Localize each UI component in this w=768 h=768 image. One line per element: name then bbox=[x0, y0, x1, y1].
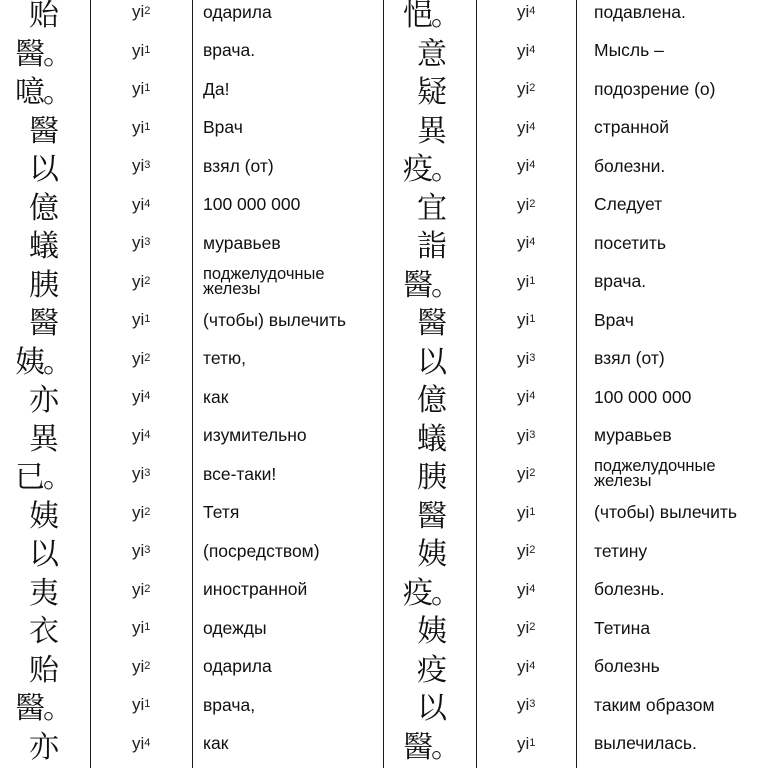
hanzi-character: 姨 bbox=[29, 498, 57, 534]
table-row bbox=[0, 263, 768, 302]
translation: Да! bbox=[203, 78, 230, 99]
tone-number: 1 bbox=[529, 313, 536, 326]
pinyin bbox=[517, 109, 572, 148]
tone-number: 4 bbox=[529, 659, 536, 672]
pinyin bbox=[517, 224, 572, 263]
hanzi-character: 醫。 bbox=[15, 691, 71, 727]
pinyin-syllable: yi bbox=[517, 79, 530, 99]
pinyin-syllable: yi bbox=[517, 156, 530, 176]
hanzi-character: 以 bbox=[417, 344, 445, 380]
translation: посетить bbox=[594, 232, 667, 253]
pinyin bbox=[517, 455, 572, 494]
pinyin-syllable: yi bbox=[132, 695, 145, 715]
pinyin-syllable: yi bbox=[517, 502, 530, 522]
hanzi-character: 疑 bbox=[417, 75, 445, 111]
pinyin-syllable: yi bbox=[517, 579, 530, 599]
translation: взял (от) bbox=[203, 155, 274, 176]
translation: болезни. bbox=[594, 155, 666, 176]
hanzi-character: 胰 bbox=[417, 460, 445, 496]
translation: подозрение (о) bbox=[594, 78, 716, 99]
hanzi-character: 醫 bbox=[417, 306, 445, 342]
tone-number: 4 bbox=[529, 390, 536, 403]
translation: врача, bbox=[203, 694, 256, 715]
hanzi-character: 蟻 bbox=[417, 421, 445, 457]
hanzi-character: 醫 bbox=[29, 306, 57, 342]
tone-number: 1 bbox=[144, 43, 151, 56]
pinyin-syllable: yi bbox=[132, 40, 145, 60]
tone-number: 4 bbox=[144, 736, 151, 749]
translation: изумительно bbox=[203, 425, 307, 446]
pinyin-syllable: yi bbox=[132, 387, 145, 407]
pinyin-syllable: yi bbox=[517, 464, 530, 484]
hanzi-character: 夷 bbox=[29, 575, 57, 611]
tone-number: 4 bbox=[144, 197, 151, 210]
tone-number: 3 bbox=[529, 351, 536, 364]
table-row bbox=[0, 0, 768, 32]
hanzi-character: 醫。 bbox=[403, 729, 459, 765]
pinyin-syllable: yi bbox=[517, 40, 530, 60]
pinyin-syllable: yi bbox=[132, 117, 145, 137]
pinyin-syllable: yi bbox=[517, 733, 530, 753]
translation: болезнь. bbox=[594, 579, 665, 600]
hanzi-character: 疫 bbox=[417, 652, 445, 688]
tone-number: 4 bbox=[529, 159, 536, 172]
hanzi-character: 詣 bbox=[417, 229, 445, 265]
translation: как bbox=[203, 386, 229, 407]
pinyin-syllable: yi bbox=[132, 733, 145, 753]
pinyin-syllable: yi bbox=[132, 271, 145, 291]
hanzi-character: 亦 bbox=[29, 729, 57, 765]
hanzi-character: 胰 bbox=[29, 267, 57, 303]
translation: взял (от) bbox=[594, 348, 665, 369]
hanzi-character: 贻 bbox=[29, 0, 57, 34]
tone-number: 2 bbox=[144, 274, 151, 287]
translation: одежды bbox=[203, 617, 267, 638]
pinyin-syllable: yi bbox=[132, 194, 145, 214]
pinyin-syllable: yi bbox=[517, 541, 530, 561]
tone-number: 2 bbox=[144, 582, 151, 595]
pinyin bbox=[517, 70, 572, 109]
table-row bbox=[0, 147, 768, 186]
pinyin-syllable: yi bbox=[517, 387, 530, 407]
translation: тетю, bbox=[203, 348, 246, 369]
table-row bbox=[0, 725, 768, 764]
translation: все-таки! bbox=[203, 463, 277, 484]
hanzi-character: 已。 bbox=[15, 460, 71, 496]
hanzi-character: 亦 bbox=[29, 383, 57, 419]
tone-number: 1 bbox=[529, 736, 536, 749]
hanzi-character: 意 bbox=[417, 36, 445, 72]
translation: вылечилась. bbox=[594, 733, 697, 754]
pinyin-syllable: yi bbox=[132, 618, 145, 638]
translation: странной bbox=[594, 117, 670, 138]
translation: таким образом bbox=[594, 694, 715, 715]
tone-number: 3 bbox=[529, 698, 536, 711]
table-row bbox=[0, 686, 768, 725]
translation: болезнь bbox=[594, 656, 660, 677]
tone-number: 2 bbox=[144, 5, 151, 18]
table-row bbox=[0, 301, 768, 340]
pinyin-syllable: yi bbox=[517, 117, 530, 137]
pinyin-syllable: yi bbox=[132, 348, 145, 368]
tone-number: 3 bbox=[529, 428, 536, 441]
pinyin-syllable: yi bbox=[132, 310, 145, 330]
hanzi-character: 以 bbox=[417, 691, 445, 727]
table-row bbox=[0, 340, 768, 379]
table-row bbox=[0, 378, 768, 417]
translation: иностранной bbox=[203, 579, 308, 600]
hanzi-character: 醫。 bbox=[403, 267, 459, 303]
pinyin-syllable: yi bbox=[517, 425, 530, 445]
hanzi-character: 贻 bbox=[29, 652, 57, 688]
tone-number: 2 bbox=[529, 544, 536, 557]
translation: муравьев bbox=[594, 425, 672, 446]
hanzi-character: 悒。 bbox=[403, 0, 459, 34]
pinyin bbox=[517, 648, 572, 687]
table-row bbox=[0, 417, 768, 456]
pinyin bbox=[517, 725, 572, 764]
hanzi-character: 姨。 bbox=[15, 344, 71, 380]
translation: 100 000 000 bbox=[594, 386, 692, 407]
pinyin-syllable: yi bbox=[132, 541, 145, 561]
translation: Тетина bbox=[594, 617, 651, 638]
tone-number: 2 bbox=[144, 659, 151, 672]
pinyin bbox=[517, 571, 572, 610]
hanzi-character: 以 bbox=[29, 537, 57, 573]
translation: (чтобы) вылечить bbox=[594, 502, 738, 523]
translation: муравьев bbox=[203, 232, 281, 253]
tone-number: 1 bbox=[144, 82, 151, 95]
tone-number: 2 bbox=[529, 197, 536, 210]
tone-number: 2 bbox=[144, 351, 151, 364]
pinyin-syllable: yi bbox=[132, 2, 145, 22]
tone-number: 2 bbox=[529, 621, 536, 634]
tone-number: 2 bbox=[529, 467, 536, 480]
pinyin-syllable: yi bbox=[132, 79, 145, 99]
pinyin-syllable: yi bbox=[517, 348, 530, 368]
pinyin bbox=[517, 686, 572, 725]
pinyin bbox=[517, 417, 572, 456]
pinyin-syllable: yi bbox=[132, 502, 145, 522]
translation: подавлена. bbox=[594, 1, 686, 22]
hanzi-character: 疫。 bbox=[403, 152, 459, 188]
tone-number: 1 bbox=[144, 120, 151, 133]
translation: как bbox=[203, 733, 229, 754]
hanzi-character: 衣 bbox=[29, 614, 57, 650]
tone-number: 3 bbox=[144, 467, 151, 480]
hanzi-character: 異 bbox=[417, 113, 445, 149]
pinyin bbox=[517, 378, 572, 417]
pinyin-syllable: yi bbox=[517, 2, 530, 22]
pinyin bbox=[517, 32, 572, 71]
translation: 100 000 000 bbox=[203, 194, 301, 215]
pinyin bbox=[517, 532, 572, 571]
table-row bbox=[0, 494, 768, 533]
table-row bbox=[0, 224, 768, 263]
tone-number: 3 bbox=[144, 159, 151, 172]
translation: (чтобы) вылечить bbox=[203, 309, 347, 330]
hanzi-character: 疫。 bbox=[403, 575, 459, 611]
tone-number: 1 bbox=[144, 698, 151, 711]
tone-number: 2 bbox=[529, 82, 536, 95]
hanzi-character: 姨 bbox=[417, 614, 445, 650]
pinyin-syllable: yi bbox=[132, 656, 145, 676]
hanzi-character: 蟻 bbox=[29, 229, 57, 265]
pinyin-syllable: yi bbox=[132, 579, 145, 599]
table-row bbox=[0, 70, 768, 109]
pinyin-syllable: yi bbox=[132, 233, 145, 253]
hanzi-character: 億 bbox=[29, 190, 57, 226]
hanzi-character: 醫。 bbox=[15, 36, 71, 72]
tone-number: 4 bbox=[529, 236, 536, 249]
hanzi-character: 姨 bbox=[417, 537, 445, 573]
tone-number: 3 bbox=[144, 236, 151, 249]
tone-number: 4 bbox=[144, 428, 151, 441]
pinyin-syllable: yi bbox=[517, 310, 530, 330]
translation: одарила bbox=[203, 1, 272, 22]
pinyin-syllable: yi bbox=[517, 618, 530, 638]
translation: Тетя bbox=[203, 502, 240, 523]
translation: врача. bbox=[203, 40, 256, 61]
pinyin bbox=[517, 186, 572, 225]
pinyin-syllable: yi bbox=[132, 464, 145, 484]
pinyin bbox=[517, 494, 572, 533]
tone-number: 1 bbox=[144, 621, 151, 634]
translation: Следует bbox=[594, 194, 663, 215]
tone-number: 1 bbox=[529, 505, 536, 518]
pinyin-syllable: yi bbox=[517, 233, 530, 253]
pinyin-syllable: yi bbox=[517, 656, 530, 676]
translation: поджелудочные железы bbox=[594, 457, 716, 491]
pinyin-syllable: yi bbox=[517, 695, 530, 715]
hanzi-character: 億 bbox=[417, 383, 445, 419]
table-row bbox=[0, 186, 768, 225]
tone-number: 4 bbox=[529, 120, 536, 133]
hanzi-character: 以 bbox=[29, 152, 57, 188]
tone-number: 1 bbox=[144, 313, 151, 326]
tone-number: 3 bbox=[144, 544, 151, 557]
pinyin bbox=[517, 301, 572, 340]
hanzi-character: 噫。 bbox=[15, 75, 71, 111]
pinyin-syllable: yi bbox=[132, 156, 145, 176]
translation: поджелудочные железы bbox=[203, 264, 325, 298]
table-row bbox=[0, 32, 768, 71]
table-row bbox=[0, 109, 768, 148]
hanzi-character: 異 bbox=[29, 421, 57, 457]
tone-number: 4 bbox=[144, 390, 151, 403]
pinyin bbox=[517, 0, 572, 32]
pinyin-syllable: yi bbox=[132, 425, 145, 445]
pinyin bbox=[517, 147, 572, 186]
pinyin bbox=[517, 609, 572, 648]
pinyin-syllable: yi bbox=[517, 271, 530, 291]
hanzi-character: 醫 bbox=[29, 113, 57, 149]
tone-number: 4 bbox=[529, 43, 536, 56]
tone-number: 2 bbox=[144, 505, 151, 518]
table-row bbox=[0, 609, 768, 648]
translation: Мысль – bbox=[594, 40, 664, 61]
table-row bbox=[0, 455, 768, 494]
translation: (посредством) bbox=[203, 540, 320, 561]
translation: одарила bbox=[203, 656, 272, 677]
pinyin bbox=[517, 340, 572, 379]
tone-number: 4 bbox=[529, 582, 536, 595]
hanzi-character: 醫 bbox=[417, 498, 445, 534]
tone-number: 4 bbox=[529, 5, 536, 18]
table-row bbox=[0, 532, 768, 571]
tone-number: 1 bbox=[529, 274, 536, 287]
pinyin bbox=[517, 263, 572, 302]
table-row bbox=[0, 648, 768, 687]
translation: Врач bbox=[594, 309, 634, 330]
translation: врача. bbox=[594, 271, 647, 292]
hanzi-character: 宜 bbox=[417, 190, 445, 226]
table-row bbox=[0, 571, 768, 610]
pinyin-syllable: yi bbox=[517, 194, 530, 214]
translation: Врач bbox=[203, 117, 243, 138]
translation: тетину bbox=[594, 540, 648, 561]
